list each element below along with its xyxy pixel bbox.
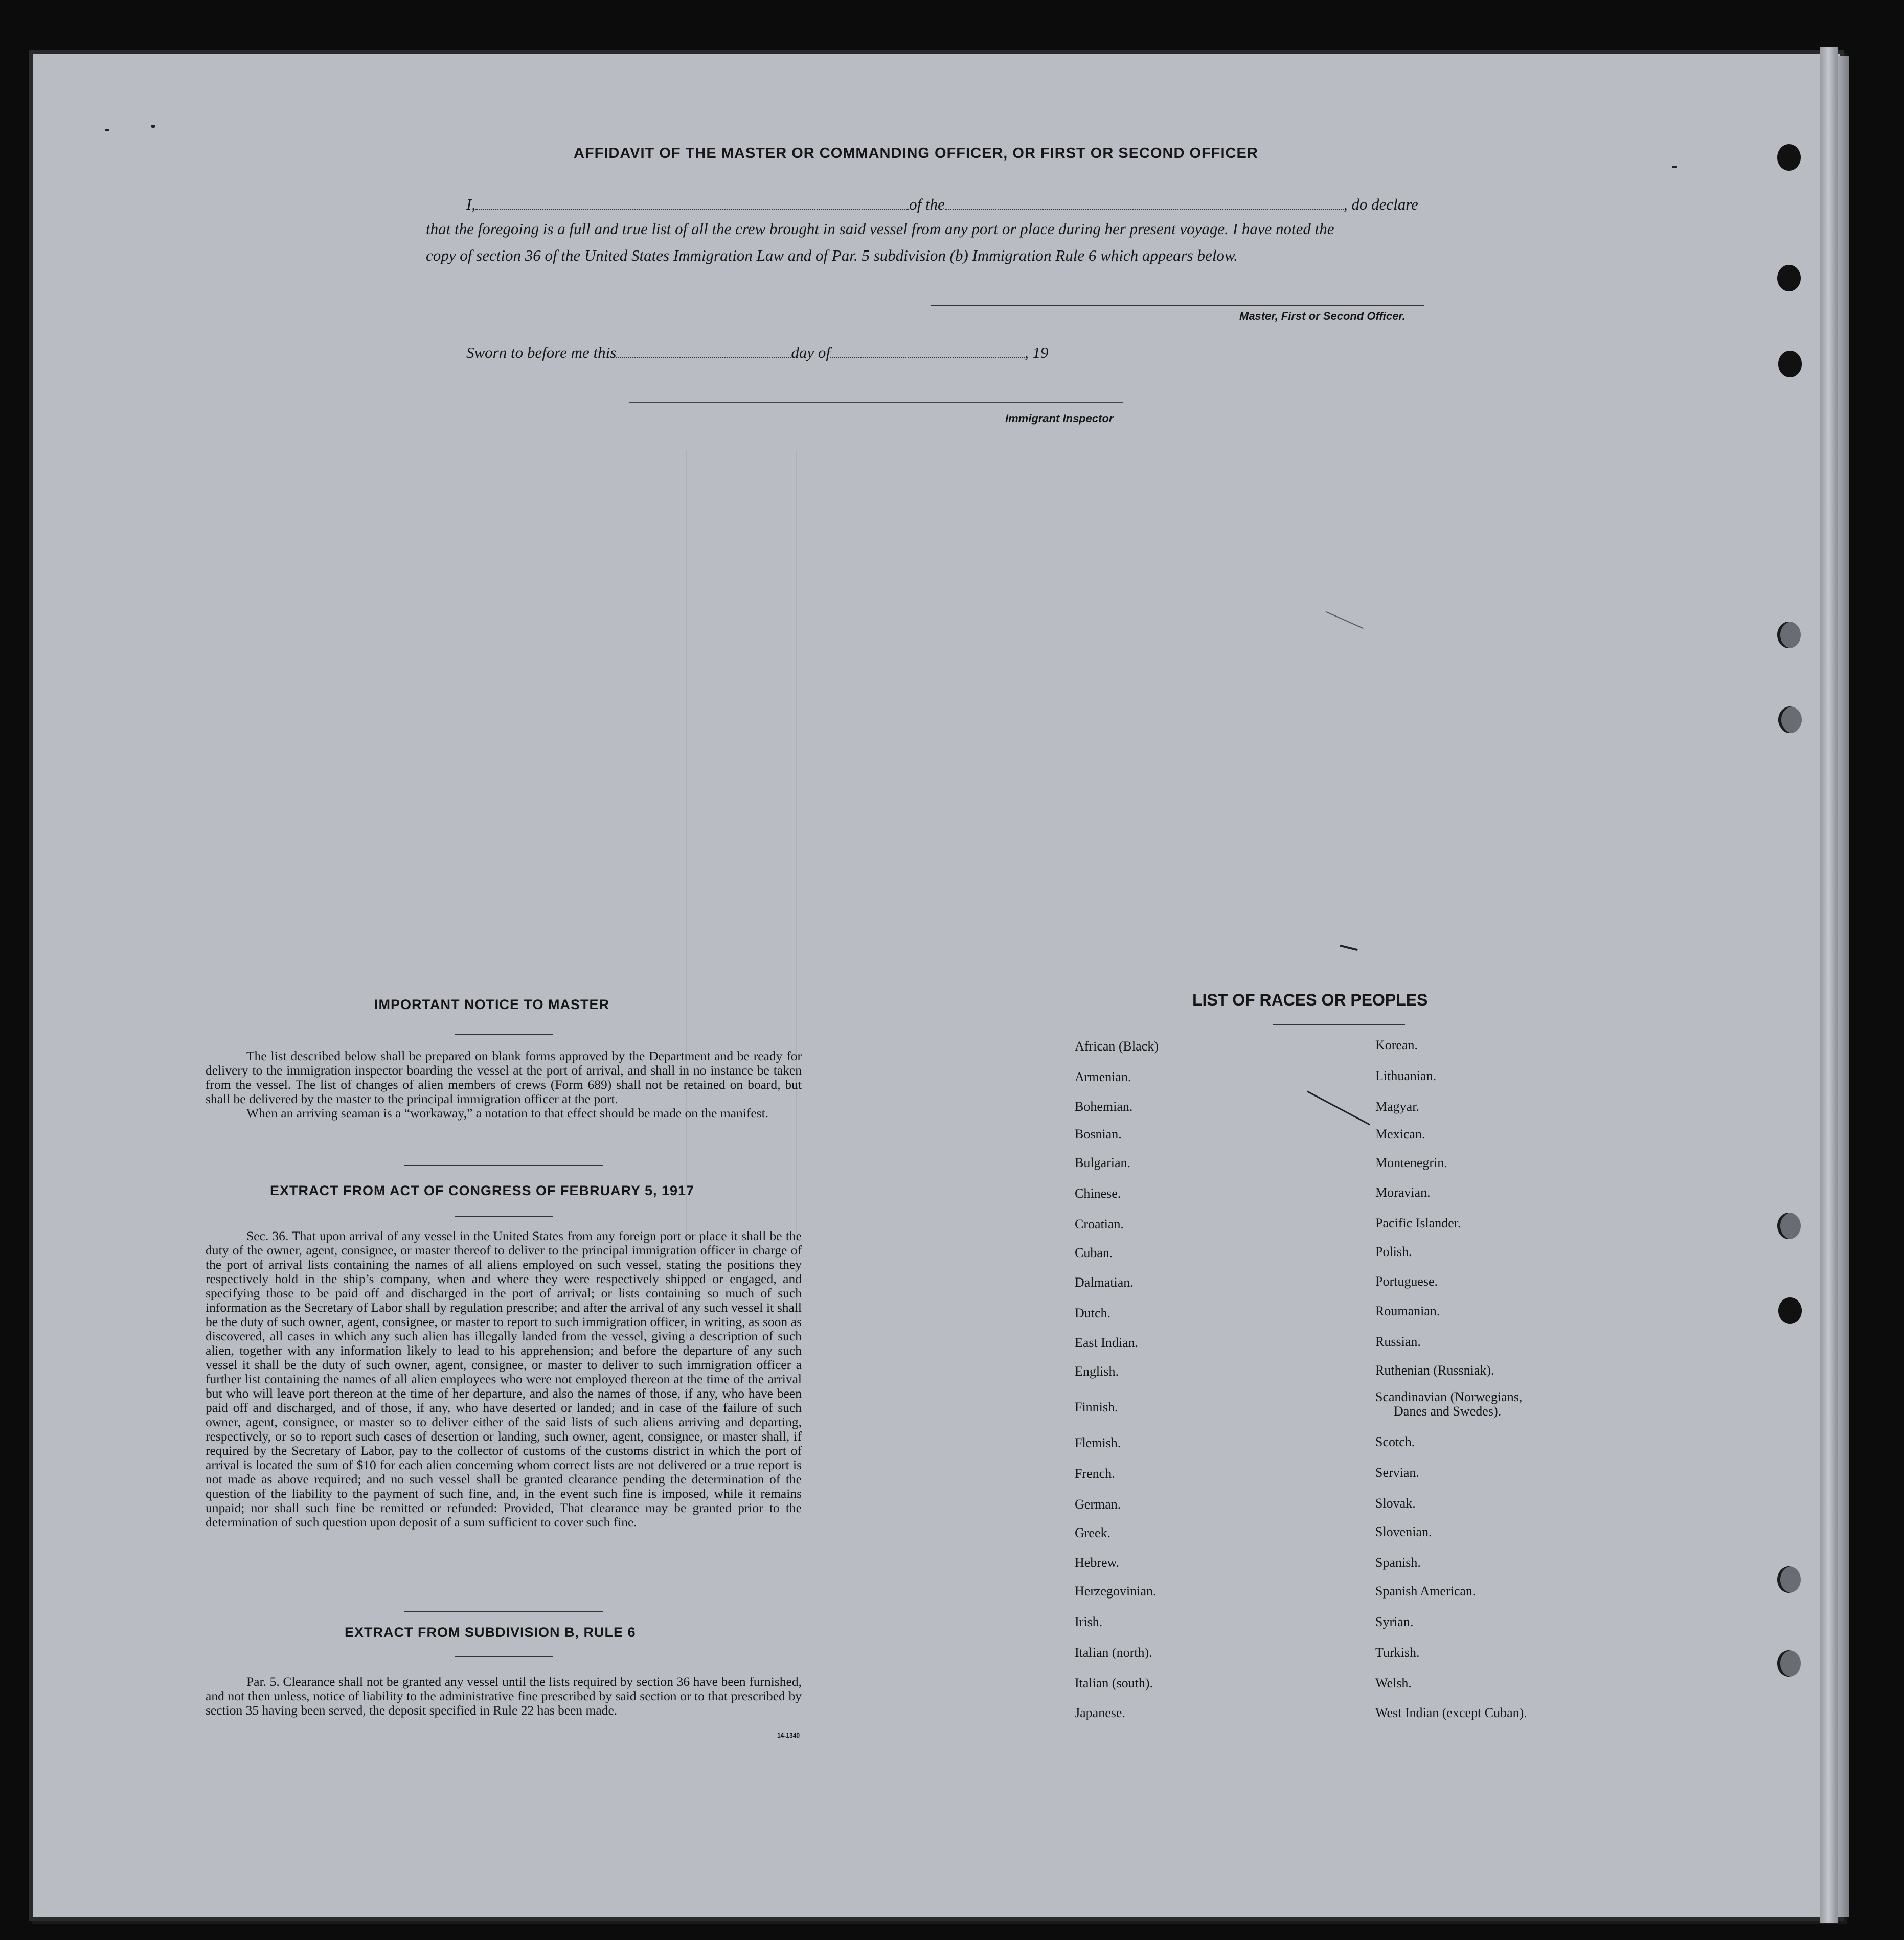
document-sheet	[29, 50, 1844, 1921]
race-item: Pacific Islander.	[1375, 1216, 1461, 1230]
race-item: East Indian.	[1075, 1335, 1139, 1350]
affidavit-title: AFFIDAVIT OF THE MASTER OR COMMANDING OFFICER, OR FIRST OR SECOND OFFICER	[574, 145, 1258, 162]
day-blank[interactable]	[616, 355, 791, 358]
race-item: Roumanian.	[1375, 1304, 1440, 1318]
rule-extract-body	[206, 1675, 802, 1718]
name-blank[interactable]	[475, 207, 909, 210]
race-item: Greek.	[1075, 1525, 1111, 1540]
race-item: Turkish.	[1375, 1645, 1420, 1660]
race-item: Slovak.	[1375, 1496, 1416, 1511]
race-item: Syrian.	[1375, 1614, 1414, 1629]
notice-paragraph-1: The list described below shall be prepared on blank forms approved by the Department and be ready for delivery to the immigration inspector boarding the vessel at the port of arrival, and shall in no instance be taken from the vessel. The list of changes of alien members of crews (Form 689) shall not be retained on board, but shall be delivered by the master to the principal immigration officer at the port.	[206, 1048, 802, 1106]
race-item: Spanish American.	[1375, 1584, 1476, 1599]
notice-paragraph-2: When an arriving seaman is a “workaway,” a notation to that effect should be made on the manifest.	[246, 1106, 769, 1121]
race-item: Korean.	[1375, 1038, 1418, 1053]
binder-hole	[1777, 1566, 1801, 1593]
race-item: French.	[1075, 1466, 1115, 1481]
race-item: English.	[1075, 1364, 1119, 1379]
race-item: African (Black)	[1075, 1039, 1159, 1054]
race-item: Dutch.	[1075, 1306, 1111, 1320]
sworn-day-of: day of	[791, 344, 830, 361]
race-item: Hebrew.	[1075, 1555, 1120, 1570]
speck	[105, 129, 109, 131]
race-item: Scotch.	[1375, 1434, 1415, 1449]
divider	[1273, 1024, 1405, 1025]
binder-hole	[1778, 706, 1802, 733]
race-item: Portuguese.	[1375, 1274, 1438, 1289]
affidavit-declare: , do declare	[1343, 195, 1418, 213]
binder-hole	[1777, 1213, 1801, 1239]
race-item: Slovenian.	[1375, 1524, 1432, 1539]
race-item: Mexican.	[1375, 1127, 1425, 1142]
race-item: Flemish.	[1075, 1435, 1121, 1450]
race-item: Montenegrin.	[1375, 1155, 1447, 1170]
divider	[404, 1611, 603, 1612]
divider	[455, 1216, 553, 1217]
race-item: Bulgarian.	[1075, 1155, 1131, 1170]
master-signature-line[interactable]	[931, 305, 1424, 306]
binder-hole	[1777, 1650, 1801, 1677]
race-item: Irish.	[1075, 1614, 1103, 1629]
inspector-label: Immigrant Inspector	[1005, 412, 1114, 425]
race-item: Cuban.	[1075, 1245, 1113, 1260]
act-extract-text: Sec. 36. That upon arrival of any vessel in the United States from any foreign port or place it shall be the duty of the owner, agent, consignee, or master thereof to deliver to the principal immigration officer in charge of the port of arrival lists containing the names of all aliens employed on such vessel, stating the positions they respectively hold in the ship’s company, when and where they were respectively shipped or engaged, and specifying those to be paid off and discharged in the port of arrival; or lists containing so much of such information as the Secretary of Labor shall by regulation prescribe; and after the arrival of any such vessel it shall be the duty of such owner, agent, consignee, or master to report to such immigration officer, in writing, as soon as discovered, all cases in which any such alien has illegally landed from the vessel, giving a description of such alien, together with any information likely to lead to his apprehension; and before the departure of any such vessel it shall be the duty of such owner, agent, consignee, or master to deliver to such immigration officer a further list containing the names of all alien employees who were not employed thereon at the time of the arrival but who will leave port thereon at the time of her departure, and also the names of those, if any, who have been paid off and discharged, and of those, if any, who have deserted or landed; and in case of the failure of such owner, agent, consignee, or master so to deliver either of the said lists of such aliens arriving and departing, respectively, or so to report such cases of desertion or landing, such owner, agent, consignee, or master shall, if required by the Secretary of Labor, pay to the collector of customs of the customs district in which the port of arrival is located the sum of $10 for each alien concerning whom correct lists are not delivered or a true report is not made as above required; and no such vessel shall be granted clearance pending the determination of the question of the liability to the payment of such fine, and, in the event such fine is imposed, while it remains unpaid; nor shall such fine be remitted or refunded: Provided, That clearance may be granted prior to the determination of such question upon deposit of a sum sufficient to cover such fine.	[206, 1228, 802, 1530]
race-item: Bohemian.	[1075, 1099, 1133, 1114]
binder-hole	[1778, 351, 1802, 377]
month-blank[interactable]	[830, 355, 1025, 358]
sworn-prefix: Sworn to before me this	[466, 344, 617, 361]
race-item: Scandinavian (Norwegians,	[1375, 1389, 1523, 1404]
page-edge-shadow	[1838, 56, 1849, 1917]
page-edge	[1820, 47, 1838, 1923]
speck	[151, 125, 155, 128]
binder-hole	[1777, 622, 1801, 648]
race-item: Moravian.	[1375, 1185, 1431, 1200]
rule-extract-title: EXTRACT FROM SUBDIVISION B, RULE 6	[345, 1625, 636, 1640]
race-item: Dalmatian.	[1075, 1275, 1134, 1290]
race-item: Finnish.	[1075, 1400, 1118, 1414]
race-item: Bosnian.	[1075, 1127, 1122, 1142]
affidavit-i: I,	[466, 195, 476, 213]
divider	[455, 1656, 553, 1657]
sworn-line	[466, 344, 1048, 362]
notice-title: IMPORTANT NOTICE TO MASTER	[374, 997, 609, 1012]
race-item: Welsh.	[1375, 1676, 1412, 1691]
race-item: Magyar.	[1375, 1099, 1419, 1114]
race-item: Lithuanian.	[1375, 1068, 1437, 1083]
race-item: Armenian.	[1075, 1069, 1131, 1084]
races-title: LIST OF RACES OR PEOPLES	[1192, 991, 1428, 1009]
form-number: 14-1340	[777, 1732, 800, 1739]
race-item: Italian (north).	[1075, 1645, 1152, 1660]
affidavit-line-2: that the foregoing is a full and true list of all the crew brought in said vessel from any port or place during her present voyage. I have noted the	[426, 220, 1334, 238]
race-item: Japanese.	[1075, 1705, 1125, 1720]
divider	[455, 1034, 553, 1035]
race-item: Servian.	[1375, 1465, 1419, 1480]
race-item: West Indian (except Cuban).	[1375, 1705, 1527, 1720]
race-item: Chinese.	[1075, 1186, 1121, 1201]
affidavit-line-3: copy of section 36 of the United States Immigration Law and of Par. 5 subdivision (b) Immigration Rule 6 which appears below.	[426, 246, 1238, 264]
rule-extract-text: Par. 5. Clearance shall not be granted any vessel until the lists required by section 36 have been furnished, and not then unless, notice of liability to the administrative fine prescribed by said section or to that prescribed by section 35 having been served, the deposit specified in Rule 22 has been made.	[206, 1674, 802, 1718]
affidavit-of-the: of the	[909, 195, 945, 213]
race-item: German.	[1075, 1497, 1121, 1512]
race-item: Russian.	[1375, 1334, 1421, 1349]
race-item: Spanish.	[1375, 1555, 1421, 1570]
master-signature-label: Master, First or Second Officer.	[1239, 310, 1406, 323]
binder-hole	[1777, 144, 1801, 171]
affidavit-line-1	[466, 195, 1418, 214]
act-extract-body	[206, 1229, 802, 1530]
divider	[404, 1165, 603, 1166]
race-item: Herzegovinian.	[1075, 1584, 1157, 1599]
race-item: Ruthenian (Russniak).	[1375, 1363, 1494, 1378]
race-item: Croatian.	[1075, 1217, 1124, 1231]
fold-line	[686, 450, 687, 1339]
speck	[1672, 166, 1677, 168]
race-item: Danes and Swedes).	[1394, 1404, 1502, 1419]
race-item: Polish.	[1375, 1244, 1412, 1259]
vessel-blank[interactable]	[945, 207, 1344, 210]
sworn-year: , 19	[1024, 344, 1049, 361]
act-extract-title: EXTRACT FROM ACT OF CONGRESS OF FEBRUARY 5, 1917	[270, 1183, 695, 1198]
binder-hole	[1777, 265, 1801, 291]
inspector-signature-line[interactable]	[629, 402, 1123, 403]
binder-hole	[1778, 1297, 1802, 1324]
race-item: Italian (south).	[1075, 1676, 1153, 1691]
fold-line	[796, 450, 797, 1339]
notice-body	[206, 1049, 802, 1121]
